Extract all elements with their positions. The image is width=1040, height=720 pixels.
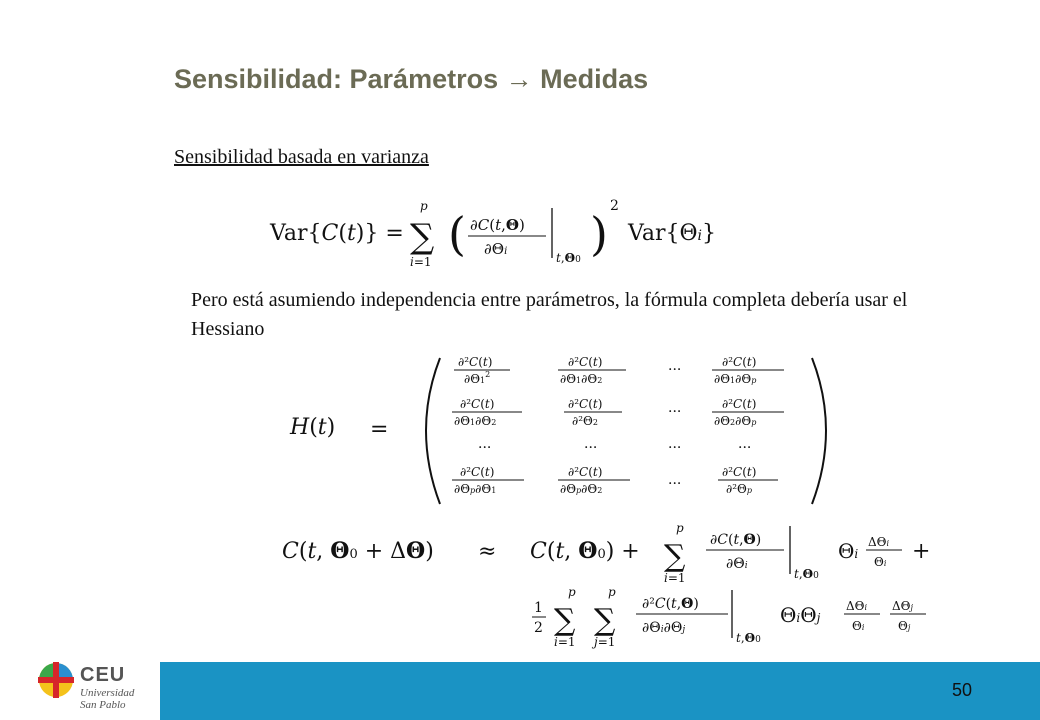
logo-line2: San Pablo (80, 699, 126, 711)
svg-text:t,Θ0: t,Θ0 (736, 631, 761, 645)
svg-text:∂C(t,Θ): ∂C(t,Θ) (470, 216, 525, 234)
svg-text:t,Θ0: t,Θ0 (794, 567, 819, 581)
svg-text:∑: ∑ (664, 539, 686, 574)
svg-text:Var{Θi}: Var{Θi} (628, 221, 717, 246)
taylor-line2-svg (530, 584, 950, 650)
hessian-equation (290, 352, 830, 516)
logo-line1: Universidad (80, 687, 135, 699)
footer-bar (160, 662, 1040, 720)
svg-text:∂²C(t): ∂²C(t) (460, 397, 495, 411)
svg-text:C(t, Θ0 + ΔΘ): C(t, Θ0 + ΔΘ) (282, 538, 434, 564)
taylor-equation-line2 (530, 584, 950, 654)
svg-text:ΔΘi: ΔΘi (868, 535, 890, 549)
svg-text:(: ( (448, 207, 466, 261)
svg-text:···: ··· (584, 440, 598, 456)
svg-text:1: 1 (534, 600, 543, 616)
svg-text:∂²C(t): ∂²C(t) (722, 355, 757, 369)
svg-text:H(t): H(t) (290, 415, 336, 440)
hessian-note: Pero está asumiendo independencia entre parámetros, la fórmula completa debería usar el Hessiano (191, 289, 908, 340)
svg-text:Θi: Θi (852, 619, 865, 633)
svg-text:∂Θ1∂Θp: ∂Θ1∂Θp (714, 372, 757, 386)
section-subtitle: Sensibilidad basada en varianza (174, 146, 429, 168)
svg-text:∂²C(t): ∂²C(t) (568, 465, 603, 479)
svg-text:···: ··· (738, 440, 752, 456)
svg-text:ΘiΘj: ΘiΘj (780, 603, 821, 627)
svg-text:t,Θ0: t,Θ0 (556, 251, 581, 265)
logo-subtitle (80, 687, 134, 711)
svg-text:···: ··· (668, 362, 682, 378)
taylor-equation-line1 (282, 520, 962, 590)
svg-text:Θj: Θj (898, 619, 911, 633)
svg-text:∂²C(t): ∂²C(t) (722, 465, 757, 479)
svg-text:ΔΘi: ΔΘi (846, 599, 868, 613)
svg-text:2: 2 (534, 620, 543, 636)
svg-text:∂²C(t,Θ): ∂²C(t,Θ) (642, 596, 699, 612)
svg-text:∂Θ1∂Θ2: ∂Θ1∂Θ2 (560, 372, 603, 386)
svg-text:Θi: Θi (874, 555, 887, 569)
svg-text:∂²C(t): ∂²C(t) (568, 397, 603, 411)
svg-text:p: p (608, 585, 616, 599)
svg-text:Θi: Θi (838, 539, 859, 563)
svg-text:∂²C(t): ∂²C(t) (458, 355, 493, 369)
svg-text:∂Θi∂Θj: ∂Θi∂Θj (642, 620, 686, 636)
svg-text:∑: ∑ (410, 217, 435, 257)
svg-text:): ) (590, 207, 608, 261)
svg-text:···: ··· (668, 476, 682, 492)
svg-text:∂Θi: ∂Θi (726, 556, 748, 572)
taylor-line1-svg (282, 520, 962, 586)
svg-text:p: p (568, 585, 576, 599)
svg-text:p: p (676, 521, 684, 535)
svg-text:∂C(t,Θ): ∂C(t,Θ) (710, 532, 762, 548)
svg-text:∂Θp∂Θ1: ∂Θp∂Θ1 (454, 482, 497, 496)
hessian-equation-svg (290, 352, 830, 512)
svg-text:2: 2 (610, 198, 619, 214)
variance-equation-svg (270, 196, 770, 270)
page-number: 50 (951, 680, 972, 700)
svg-text:≈: ≈ (478, 539, 497, 564)
svg-text:∂Θ12: $\partial\Theta 1^2$ (464, 370, 491, 386)
svg-text:∂²Θp: ∂²Θp (726, 482, 752, 496)
svg-text:∂Θi: ∂Θi (484, 240, 508, 258)
svg-text:∑: ∑ (554, 603, 576, 638)
svg-text:···: ··· (478, 440, 492, 456)
svg-text:∂²C(t): ∂²C(t) (460, 465, 495, 479)
svg-text:∂²C(t): ∂²C(t) (568, 355, 603, 369)
svg-text:=: = (370, 417, 389, 442)
svg-text:+: + (912, 539, 931, 564)
svg-text:i=1: i=1 (410, 255, 432, 269)
svg-text:Var{C(t)} =: Var{C(t)} = (270, 221, 404, 246)
svg-text:···: ··· (668, 440, 682, 456)
svg-text:∑: ∑ (594, 603, 616, 638)
svg-text:j=1: j=1 (594, 635, 616, 649)
svg-text:∂Θ2∂Θp: ∂Θ2∂Θp (714, 414, 757, 428)
ceu-logo (36, 660, 156, 720)
svg-text:p: p (420, 199, 428, 213)
svg-text:ΔΘj: ΔΘj (892, 599, 913, 613)
svg-text:∂Θ1∂Θ2: ∂Θ1∂Θ2 (454, 414, 497, 428)
variance-equation (270, 196, 770, 274)
logo-name: CEU (80, 664, 126, 686)
svg-text:i=1: i=1 (664, 571, 686, 585)
ceu-emblem-icon (36, 660, 76, 700)
svg-text:∂²Θ2: ∂²Θ2 (572, 414, 598, 428)
svg-text:∂Θp∂Θ2: ∂Θp∂Θ2 (560, 482, 603, 496)
slide-title: Sensibilidad: Parámetros → Medidas (174, 64, 649, 94)
svg-text:i=1: i=1 (554, 635, 576, 649)
svg-text:∂²C(t): ∂²C(t) (722, 397, 757, 411)
svg-text:···: ··· (668, 404, 682, 420)
svg-text:C(t, Θ0) +: C(t, Θ0) + (530, 538, 640, 564)
